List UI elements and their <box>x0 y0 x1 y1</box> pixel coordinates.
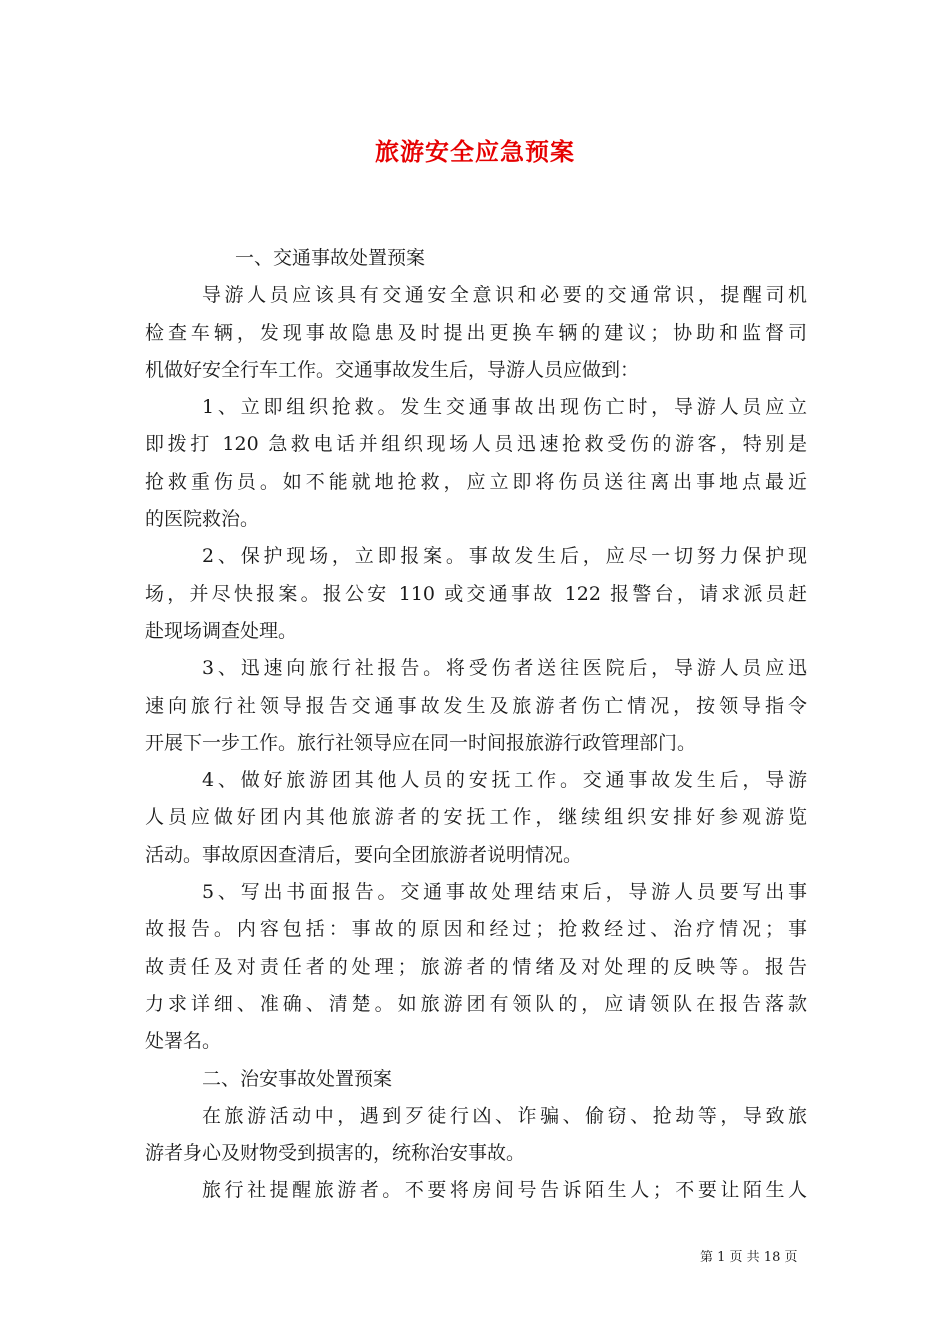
text-line: 5、写出书面报告。交通事故处理结束后，导游人员要写出事 <box>202 881 807 904</box>
text-line: 即拨打 120 急救电话并组织现场人员迅速抢救受伤的游客，特别是 <box>145 433 807 456</box>
text-line: 开展下一步工作。旅行社领导应在同一时间报旅游行政管理部门。 <box>145 731 697 754</box>
text-line: 检查车辆，发现事故隐患及时提出更换车辆的建议；协助和监督司 <box>145 321 807 344</box>
text-line: 导游人员应该具有交通安全意识和必要的交通常识，提醒司机 <box>202 284 807 307</box>
text-line: 的医院救治。 <box>145 508 260 531</box>
text-line: 活动。事故原因查清后，要向全团旅游者说明情况。 <box>145 843 583 866</box>
document-body <box>145 240 807 1210</box>
page-footer: 第 1 页 共 18 页 <box>700 1250 798 1265</box>
text-line: 一、交通事故处置预案 <box>235 247 426 269</box>
text-line: 力求详细、准确、清楚。如旅游团有领队的，应请领队在报告落款 <box>145 992 807 1015</box>
text-line: 旅行社提醒旅游者。不要将房间号告诉陌生人；不要让陌生人 <box>202 1179 807 1202</box>
document-title: 旅游安全应急预案 <box>375 137 575 166</box>
text-line: 2、保护现场，立即报案。事故发生后，应尽一切努力保护现 <box>202 545 807 568</box>
text-line: 处署名。 <box>145 1030 222 1053</box>
text-line: 人员应做好团内其他旅游者的安抚工作，继续组织安排好参观游览 <box>145 806 807 829</box>
text-line: 赴现场调查处理。 <box>145 619 298 642</box>
text-line: 速向旅行社领导报告交通事故发生及旅游者伤亡情况，按领导指令 <box>145 694 807 717</box>
text-line: 场，并尽快报案。报公安 110 或交通事故 122 报警台，请求派员赶 <box>145 582 807 605</box>
text-line: 1、立即组织抢救。发生交通事故出现伤亡时，导游人员应立 <box>202 396 807 419</box>
text-line: 故责任及对责任者的处理；旅游者的情绪及对处理的反映等。报告 <box>145 955 807 978</box>
text-line: 二、治安事故处置预案 <box>202 1067 393 1090</box>
text-line: 4、做好旅游团其他人员的安抚工作。交通事故发生后，导游 <box>202 769 807 792</box>
text-line: 3、迅速向旅行社报告。将受伤者送往医院后，导游人员应迅 <box>202 657 807 680</box>
text-line: 抢救重伤员。如不能就地抢救，应立即将伤员送往离出事地点最近 <box>145 470 807 493</box>
text-line: 机做好安全行车工作。交通事故发生后，导游人员应做到： <box>145 358 640 381</box>
text-line: 故报告。内容包括：事故的原因和经过；抢救经过、治疗情况；事 <box>145 918 807 941</box>
text-line: 在旅游活动中，遇到歹徒行凶、诈骗、偷窃、抢劫等，导致旅 <box>202 1104 807 1127</box>
text-line: 游者身心及财物受到损害的，统称治安事故。 <box>145 1142 526 1165</box>
